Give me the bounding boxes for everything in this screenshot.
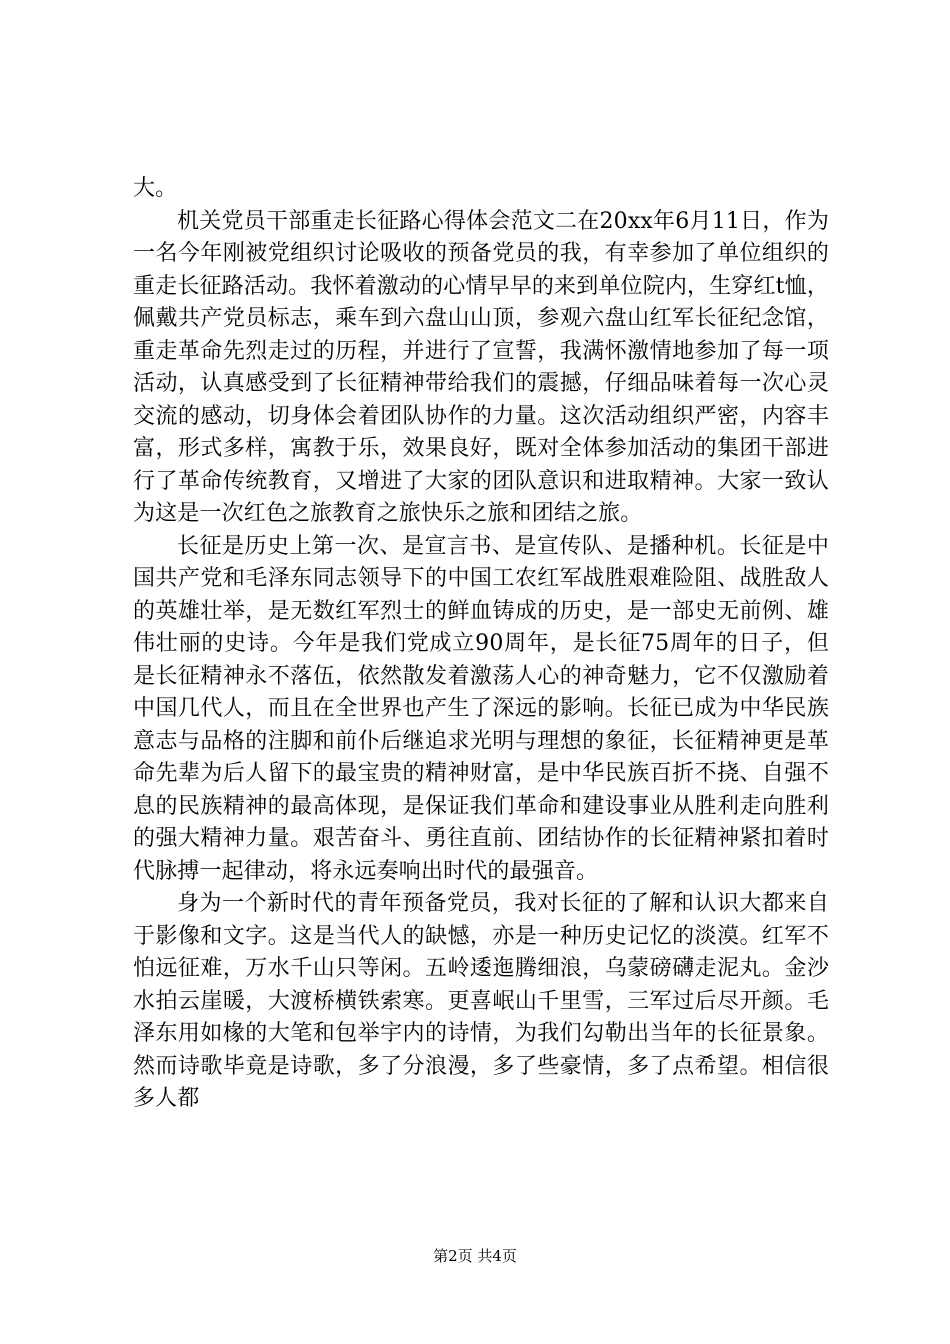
document-body: [133, 173, 829, 1116]
page-footer: [0, 1246, 950, 1266]
paragraph-3: 身为一个新时代的青年预备党员，我对长征的了解和认识大都来自于影像和文字。这是当代人的缺憾，亦是一种历史记忆的淡漠。红军不怕远征难，万水千山只等闲。五岭逶迤腾细浪，乌蒙磅礴走泥丸。金沙水拍云崖暖，大渡桥横铁索寒。更喜岷山千里雪，三军过后尽开颜。毛泽东用如椽的大笔和包举宇内的诗情，为我们勾勒出当年的长征景象。然而诗歌毕竟是诗歌，多了分浪漫，多了些豪情，多了点希望。相信很多人都: [133, 891, 829, 1111]
paragraph-1: 机关党员干部重走长征路心得体会范文二在20xx年6月11日，作为一名今年刚被党组织讨论吸收的预备党员的我，有幸参加了单位组织的重走长征路活动。我怀着激动的心情早早的来到单位院内，生穿红t恤，佩戴共产党员标志，乘车到六盘山山顶，参观六盘山红军长征纪念馆，重走革命先烈走过的历程，并进行了宣誓，我满怀激情地参加了每一项活动，认真感受到了长征精神带给我们的震撼，仔细品味着每一次心灵交流的感动，切身体会着团队协作的力量。这次活动组织严密，内容丰富，形式多样，寓教于乐，效果良好，既对全体参加活动的集团干部进行了革命传统教育，又增进了大家的团队意识和进取精神。大家一致认为这是一次红色之旅教育之旅快乐之旅和团结之旅。: [133, 208, 829, 526]
paragraph-2: 长征是历史上第一次、是宣言书、是宣传队、是播种机。长征是中国共产党和毛泽东同志领导下的中国工农红军战胜艰难险阻、战胜敌人的英雄壮举，是无数红军烈士的鲜血铸成的历史，是一部史无前例、雄伟壮丽的史诗。今年是我们党成立90周年，是长征75周年的日子，但是长征精神永不落伍，依然散发着激荡人心的神奇魅力，它不仅激励着中国几代人，而且在全世界也产生了深远的影响。长征已成为中华民族意志与品格的注脚和前仆后继追求光明与理想的象征，长征精神更是革命先辈为后人留下的最宝贵的精神财富，是中华民族百折不挠、自强不息的民族精神的最高体现，是保证我们革命和建设事业从胜利走向胜利的强大精神力量。艰苦奋斗、勇往直前、团结协作的长征精神紧扣着时代脉搏一起律动，将永远奏响出时代的最强音。: [133, 533, 829, 884]
paragraph-continuation: 大。: [133, 176, 178, 201]
page-number-label: 第2页 共4页: [433, 1247, 517, 1265]
